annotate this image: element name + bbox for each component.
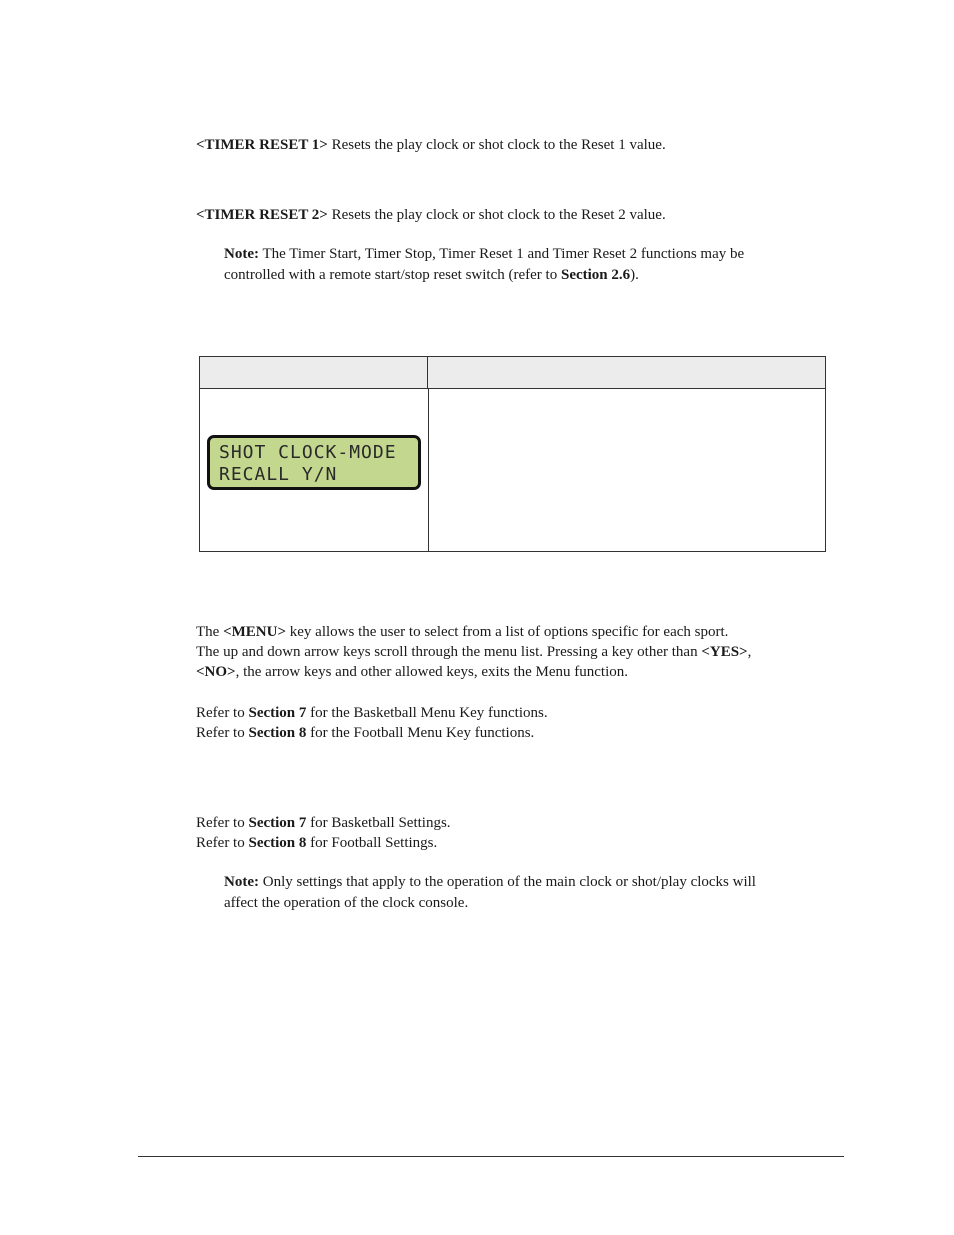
settings-ref-1-post: for Basketball Settings. <box>306 815 451 831</box>
settings-ref-2-pre: Refer to <box>196 835 249 851</box>
lcd-table <box>199 356 826 552</box>
timer-note-label: Note: <box>224 246 259 262</box>
timer-reset-2-paragraph <box>196 205 666 225</box>
settings-ref-2-post: for Football Settings. <box>306 835 438 851</box>
timer-note <box>224 244 744 286</box>
table-header-left <box>200 357 428 389</box>
settings-note-label: Note: <box>224 874 259 890</box>
lcd-display <box>207 435 421 490</box>
settings-section-7-ref: Section 7 <box>248 815 307 831</box>
settings-note-line-1 <box>224 872 756 893</box>
table-header-right <box>428 357 825 389</box>
section-7-ref: Section 7 <box>248 705 307 721</box>
menu-line-3 <box>196 662 751 682</box>
settings-note-text-1: Only settings that apply to the operation of the main clock or shot/play clocks will <box>258 874 756 890</box>
menu-text-4: , <box>747 644 752 660</box>
menu-text-3: The up and down arrow keys scroll through the menu list. Pressing a key other than <box>196 644 702 660</box>
menu-key: <MENU> <box>223 624 287 640</box>
menu-text-5: , the arrow keys and other allowed keys, exits the Menu function. <box>235 664 629 680</box>
settings-ref-basketball <box>196 813 451 833</box>
settings-ref-1-pre: Refer to <box>196 815 249 831</box>
menu-line-1 <box>196 622 751 642</box>
menu-ref-2-pre: Refer to <box>196 725 249 741</box>
lcd-line-1: SHOT CLOCK-MODE <box>219 442 397 463</box>
lcd-line-2: RECALL Y/N <box>219 464 338 485</box>
yes-key: <YES> <box>701 644 748 660</box>
timer-note-line-2 <box>224 265 744 286</box>
menu-text-1: The <box>196 624 224 640</box>
settings-ref-football <box>196 833 451 853</box>
settings-section-8-ref: Section 8 <box>248 835 307 851</box>
menu-references <box>196 703 548 743</box>
timer-reset-2-key: <TIMER RESET 2> <box>196 207 328 223</box>
timer-note-text-2: controlled with a remote start/stop reset switch (refer to <box>224 267 561 283</box>
settings-note-line-2: affect the operation of the clock console. <box>224 895 469 911</box>
menu-line-2 <box>196 642 751 662</box>
footer-rule <box>138 1156 844 1157</box>
timer-note-text-1: The Timer Start, Timer Stop, Timer Reset 1 and Timer Reset 2 functions may be <box>258 246 745 262</box>
timer-reset-2-text: Resets the play clock or shot clock to the Reset 2 value. <box>327 207 666 223</box>
timer-note-line-1 <box>224 244 744 265</box>
settings-note <box>224 872 756 914</box>
no-key: <NO> <box>196 664 236 680</box>
table-column-divider <box>428 389 429 551</box>
section-2-6-ref: Section 2.6 <box>560 267 631 283</box>
timer-reset-1-text: Resets the play clock or shot clock to the Reset 1 value. <box>327 137 666 153</box>
menu-ref-2-post: for the Football Menu Key functions. <box>306 725 535 741</box>
menu-ref-basketball <box>196 703 548 723</box>
menu-ref-football <box>196 723 548 743</box>
menu-ref-1-pre: Refer to <box>196 705 249 721</box>
timer-reset-1-paragraph <box>196 135 666 155</box>
menu-text-2: key allows the user to select from a list of options specific for each sport. <box>286 624 729 640</box>
menu-ref-1-post: for the Basketball Menu Key functions. <box>306 705 548 721</box>
section-8-ref: Section 8 <box>248 725 307 741</box>
timer-reset-1-key: <TIMER RESET 1> <box>196 137 328 153</box>
timer-note-text-3: ). <box>630 267 639 283</box>
settings-references <box>196 813 451 853</box>
menu-paragraph <box>196 622 751 682</box>
